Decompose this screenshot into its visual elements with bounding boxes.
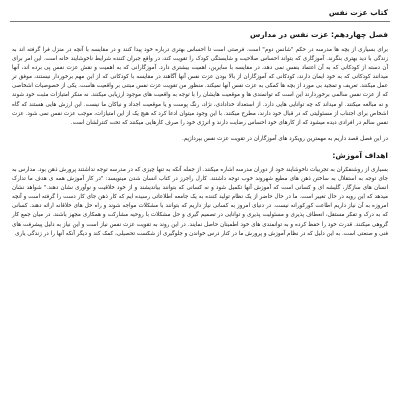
book-title: کتاب عزت نفس bbox=[328, 8, 388, 17]
intro-paragraph: در این فصل قصد داریم به مهمترین رویکرد های آموزگاران در تقویت عزت نفس بپردازیم. bbox=[181, 135, 388, 142]
section-heading: اهداف آموزش: bbox=[332, 150, 388, 160]
header-divider bbox=[10, 21, 390, 22]
chapter-heading: فصل چهاردهم: عزت نفس در مدارس bbox=[250, 30, 388, 39]
intro-paragraph: برای بسیاری از بچه ها مدرسه در حکم "شانس دوم" است. فرصتی است تا احساس بهتری درباره خود پیدا کنند و در مقایسه با آنچه در منزل فرا گرفته اند به زندگی با دید بهتری بنگرند. آموزگاری که بتواند احساس صلاحیت و شایستگی کودک را تقویت کند، در واقع جبران کننده شرایط ناخوشایند خانه است. این امر برای آن دسته از کودکانی که به آن اعتماد بنفس نمی دهد، در مقایسه با سایرین، اهمیت بیشتری دارد. آموزگارانی که به اهمیت و نقش عزت نفس پی برده اند، آنها میدانند کودکانی که به خود ایمان دارند، کودکانی که آموزگاران از بالا بودن عزت نفس آنها آگاهند در مقایسه با کودکانی که از این مهم برخوردار نیستند، موفق تر عمل میکنند. تعریف و تمجید بی مورد از بچه ها کمکی به عزت نفس آنها نمیکند. منظور من تقویت عزت نفس مبتنی بر واقعیت هاست. یکی از خصوصیات اشخاصی که از عزت نفس سالمی برخوردارند این است که توانمندی ها و موقعیت هایشان را با توجه به واقعیت های موجود ارزیابی میکنند. نه منکر امتیازات مثبت خود شوند و نه مبالغه میکنند. او میداند که چه توانایی هایی دارد. از استعداد خدادادی، نژاد، رنگ پوست و یا موقعیت اجداد و نیاکان ما نیست. این ارزش هایی هستند که گاه اشخاص برای اجتناب از مسئولیتی که در قبال خود دارند، مطرح میکنند. با این وجود میتوان ادعا کرد که هیچ یک از این امتیازات، موجب عزت نفس نمی شود. عزت نفس سالم در افرادی دیده میشود که از کارهای خود احساس رضایت دارند و انرژی خود را صرف کارهایی میکنند که تحت کنترلشان است. bbox=[12, 47, 388, 126]
document-page bbox=[10, 4, 390, 396]
section-paragraph: بسیاری از روشنفکران به تجربیات ناخوشایند خود از دوران مدرسه اشاره میکنند. از جمله آنکه به تنها چیزی که در مدرسه توجه نداشتند پرورش ذهن بود. مدارس به جای توجه به استقلال به ساختن ذهن های مطیع شهروند خوب توجه داشتند. کارل راجرز در کتاب انسان شدن مینویسد: "در کار آموزش همه ی هدف ما تدارک انسان های سازگار، گلیشه ای و کسانی است که آموزش آنها تکمیل شود و نه کسانی که بتوانند بیاندیشند و از خود خلاقیت و نوآوری نشان دهند." شواهد نشان میدهد که این رویه در حال تغییر است. ما در حال حاضر از یک نظام تولید کننده به یک جامعه اطلاعاتی رسیده ایم که کار ذهن جای کار دست را گرفته است و آنچه امروزه به آن نیاز داریم اطاعت کورکورانه نیست. در دنیای امروز به کسانی نیاز داریم که بتوانند با مشکلات مواجه شوند و راه حل های خلاقانه ارائه دهند. کسانی که به درک و تفکر مستقل، انعطاف پذیری و مسئولیت پذیری و توانایی در تصمیم گیری و حل مشکلات با روحیه مشارکت و همکاری مجهز باشند. در میان جمع کار گروهی میکنند. قدرت خود را حفظ کرده و به توانمندی های خود اطمینان حاصل نمایند. در این روند به تقویت عزت نفس نیاز است و این نیاز به دلیل پیشرفت های فنی و صنعتی است. به این دلیل که در نظام آموزش و پرورش ما در کنار درس خواندن و جلوگیری از شکست تحصیلی، کمک کند و دیگر آنکه آنها را در زندگی یاری bbox=[12, 166, 388, 237]
